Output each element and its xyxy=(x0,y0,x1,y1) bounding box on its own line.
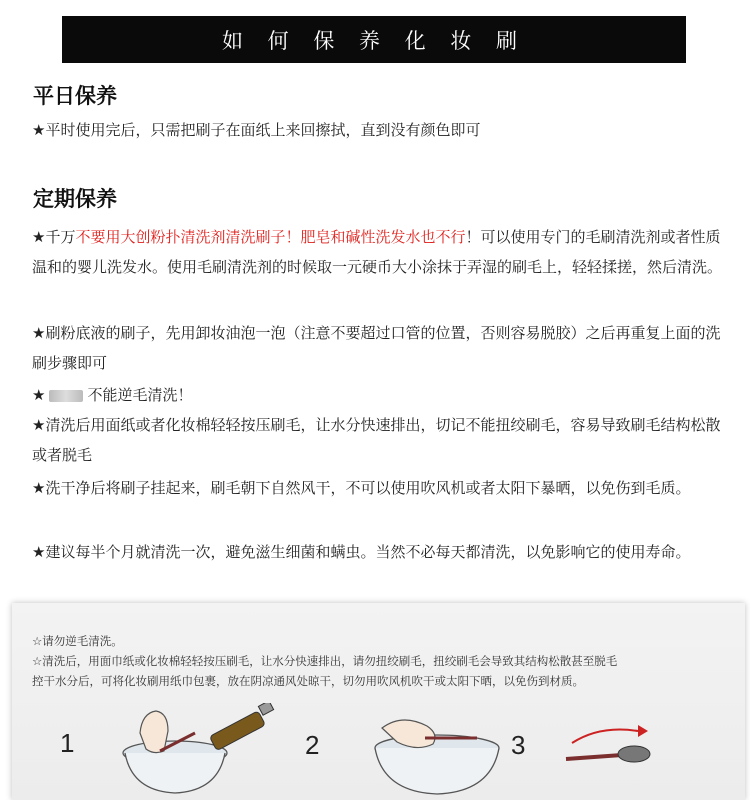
step-3-number: 3 xyxy=(511,730,526,760)
blurred-brand-mark xyxy=(49,390,83,402)
periodic-care-paragraph-5: ★洗干净后将刷子挂起来，刷毛朝下自然风干，不可以使用吹风机或者太阳下暴晒，以免伤到毛质。 xyxy=(32,479,691,497)
p1-warning: 不要用大创粉扑清洗剂清洗刷子！肥皂和碱性洗发水也不行 xyxy=(75,228,466,246)
step-2-illustration xyxy=(367,708,507,798)
periodic-care-paragraph-2: ★刷粉底液的刷子，先用卸妆油泡一泡（注意不要超过口管的位置，否则容易脱胶）之后再重复上面的洗刷步骤即可 xyxy=(32,324,721,372)
periodic-care-paragraph-4: ★清洗后用面纸或者化妆棉轻轻按压刷毛，让水分快速排出，切记不能扭绞刷毛，容易导致刷毛结构松散或者脱毛 xyxy=(32,416,721,464)
periodic-care-paragraph-3 xyxy=(32,380,722,410)
step-2-number: 2 xyxy=(305,730,320,760)
instruction-panel xyxy=(12,603,745,800)
p3-star: ★ xyxy=(32,386,46,404)
panel-line-3: 控干水分后，可将化妆刷用纸巾包裹，放在阴凉通风处晾干，切勿用吹风机吹干或太阳下晒，以免伤到材质。 xyxy=(32,674,584,688)
panel-line-2: ☆清洗后，用面巾纸或化妆棉轻轻按压刷毛，让水分快速排出，请勿扭绞刷毛，扭绞刷毛会导致其结构松散甚至脱毛 xyxy=(32,654,618,668)
panel-line-1: ☆请勿逆毛清洗。 xyxy=(32,634,123,648)
step-1-illustration xyxy=(120,703,290,798)
step-3-illustration xyxy=(560,721,660,781)
periodic-care-heading: 定期保养 xyxy=(33,187,117,211)
periodic-care-paragraph-1 xyxy=(32,222,722,282)
p1-rest: ！可以使用专门的毛刷清洗剂或者性质温和的婴儿洗发水。使用毛刷清洗剂的时候取一元硬币大小涂抹于弄湿的刷毛上，轻轻揉搓，然后清洗。 xyxy=(32,228,723,276)
p1-prefix: ★千万 xyxy=(32,228,76,246)
title-banner xyxy=(62,16,686,63)
daily-care-heading: 平日保养 xyxy=(33,84,117,108)
periodic-care-paragraph-6: ★建议每半个月就清洗一次，避免滋生细菌和螨虫。当然不必每天都清洗，以免影响它的使用寿命。 xyxy=(32,543,691,561)
step-1-number: 1 xyxy=(60,728,75,758)
banner-title: 如 何 保 养 化 妆 刷 xyxy=(221,28,527,53)
p3-text: 不能逆毛清洗！ xyxy=(87,386,193,404)
daily-care-text: ★平时使用完后，只需把刷子在面纸上来回擦拭，直到没有颜色即可 xyxy=(32,121,481,139)
